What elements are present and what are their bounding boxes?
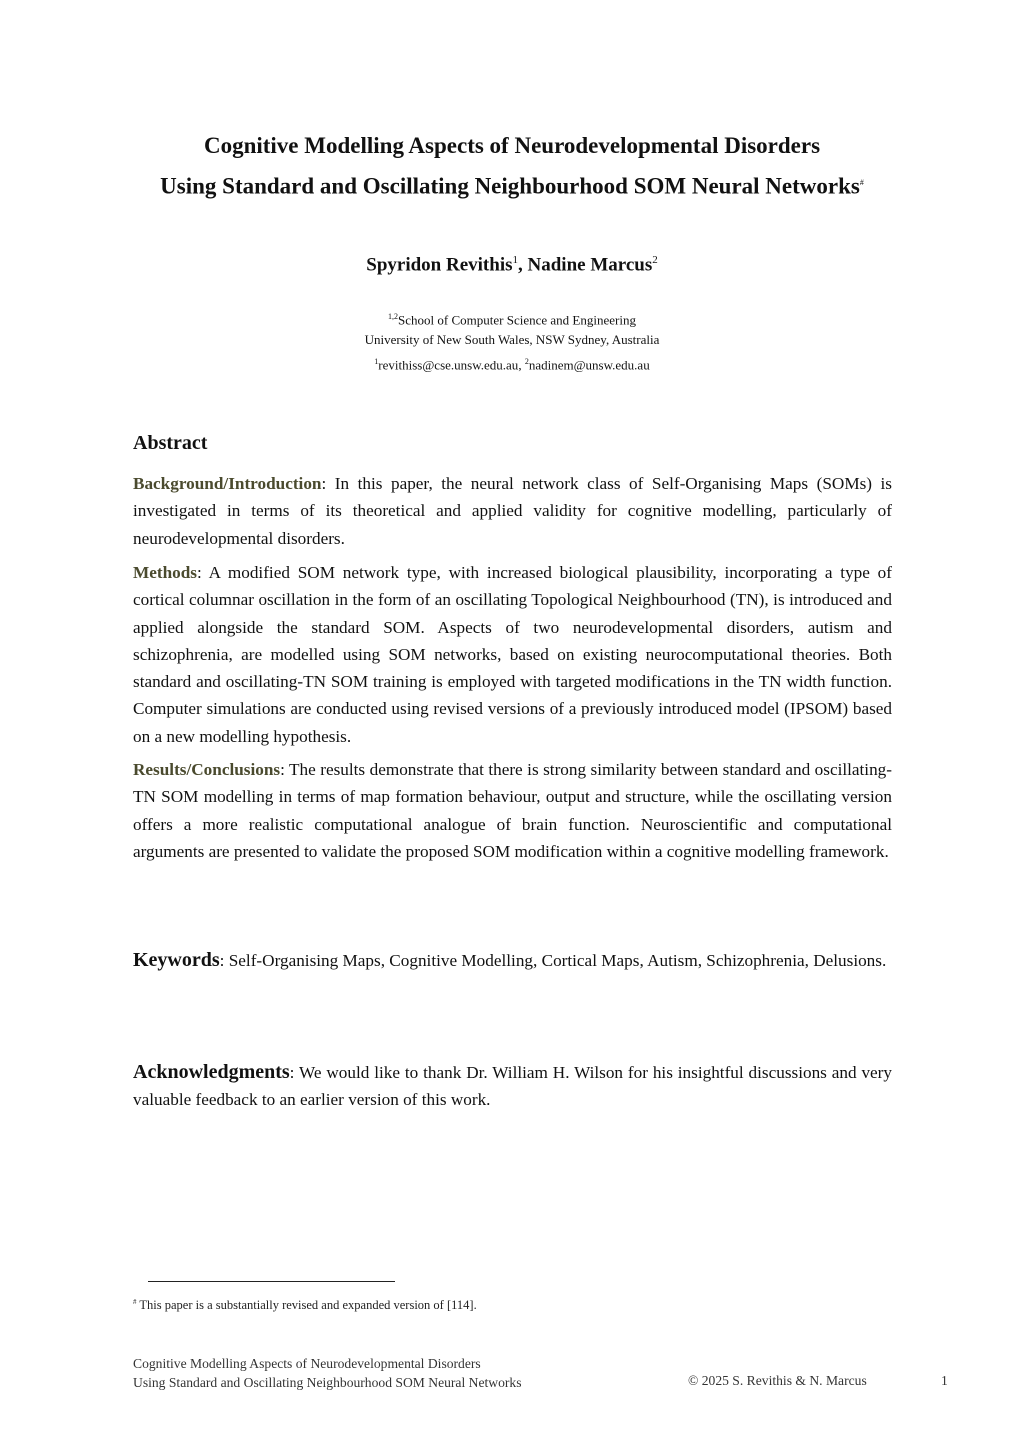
- author-1-sup: 1: [512, 254, 518, 266]
- footnote-text: This paper is a substantially revised and expanded version of [114].: [136, 1298, 477, 1313]
- footnote-rule: [148, 1281, 395, 1282]
- author-1: Spyridon Revithis: [366, 254, 513, 276]
- footnote-mark: #: [133, 1298, 137, 1306]
- email-1[interactable]: revithiss@cse.unsw.edu.au: [378, 357, 519, 373]
- results-text: : The results demonstrate that there is strong similarity between standard and oscillating-TN SOM modelling in terms of map formation behaviour, output and structure, while the oscillating version offers a more realistic computational analogue of brain function. Neuroscientific and computational arguments are presented to validate the proposed SOM modification within a cognitive modelling framework.: [133, 760, 892, 861]
- acknowledgments-text: : We would like to thank Dr. William H. Wilson for his insightful discussions and very valuable feedback to an earlier version of this work.: [133, 1063, 892, 1110]
- footer-line-1: Cognitive Modelling Aspects of Neurodevelopmental Disorders: [133, 1356, 481, 1371]
- page-number: 1: [941, 1373, 948, 1388]
- abstract-heading: Abstract: [133, 432, 208, 454]
- author-emails: [0, 357, 1024, 373]
- page-footer-title: [133, 1354, 522, 1392]
- author-2: Nadine Marcus: [527, 254, 653, 276]
- keywords-section: [133, 947, 892, 974]
- keywords-text: : Self-Organising Maps, Cognitive Modelling, Cortical Maps, Autism, Schizophrenia, Delusions.: [219, 951, 887, 970]
- email-separator: ,: [518, 357, 525, 373]
- affiliation-sup: 1,2: [388, 312, 399, 321]
- abstract-methods: [133, 559, 892, 750]
- abstract-results: [133, 756, 892, 865]
- title-line-1: Cognitive Modelling Aspects of Neurodevelopmental Disorders: [203, 133, 821, 158]
- affiliation-line-2: University of New South Wales, NSW Sydney, Australia: [364, 332, 660, 348]
- email-2[interactable]: nadinem@unsw.edu.au: [528, 357, 650, 373]
- acknowledgments-label: Acknowledgments: [133, 1061, 290, 1083]
- acknowledgments-section: [133, 1059, 892, 1114]
- footer-line-2: Using Standard and Oscillating Neighbourhood SOM Neural Networks: [133, 1375, 522, 1390]
- footer-copyright: © 2025 S. Revithis & N. Marcus: [688, 1373, 867, 1388]
- keywords-label: Keywords: [133, 949, 220, 971]
- background-text: : In this paper, the neural network class of Self-Organising Maps (SOMs) is investigated in terms of its theoretical and applied validity for cognitive modelling, particularly of neurodevelopmental disorders.: [133, 474, 892, 548]
- title-line-2-text: Using Standard and Oscillating Neighbourhood SOM Neural Networks: [160, 173, 860, 199]
- email-1-sup: 1: [374, 357, 379, 366]
- title-line-2: [0, 164, 1024, 205]
- results-label: Results/Conclusions: [133, 760, 281, 779]
- footnote: [133, 1298, 477, 1313]
- abstract-background: [133, 470, 892, 552]
- title-footnote-mark: #: [859, 178, 864, 187]
- author-2-sup: 2: [652, 254, 658, 266]
- affiliation: [0, 307, 1024, 350]
- author-separator: ,: [518, 254, 528, 276]
- affiliation-school: School of Computer Science and Engineering: [398, 312, 636, 328]
- methods-text: : A modified SOM network type, with increased biological plausibility, incorporating a type of cortical columnar oscillation in the form of an oscillating Topological Neighbourhood (TN), is introduced and applied alongside the standard SOM. Aspects of two neurodevelopmental disorders, autism and schizophrenia, are modelled using SOM networks, based on existing neurocomputational theories. Both standard and oscillating-TN SOM training is employed with targeted modifications in the TN width function. Computer simulations are conducted using revised versions of a previously introduced model (IPSOM) based on a new modelling hypothesis.: [133, 563, 892, 746]
- author-list: [0, 254, 1024, 276]
- paper-title: [0, 127, 1024, 205]
- affiliation-line-1: [0, 307, 1024, 330]
- background-label: Background/Introduction: [133, 474, 322, 493]
- methods-label: Methods: [133, 563, 197, 582]
- email-2-sup: 2: [524, 357, 529, 366]
